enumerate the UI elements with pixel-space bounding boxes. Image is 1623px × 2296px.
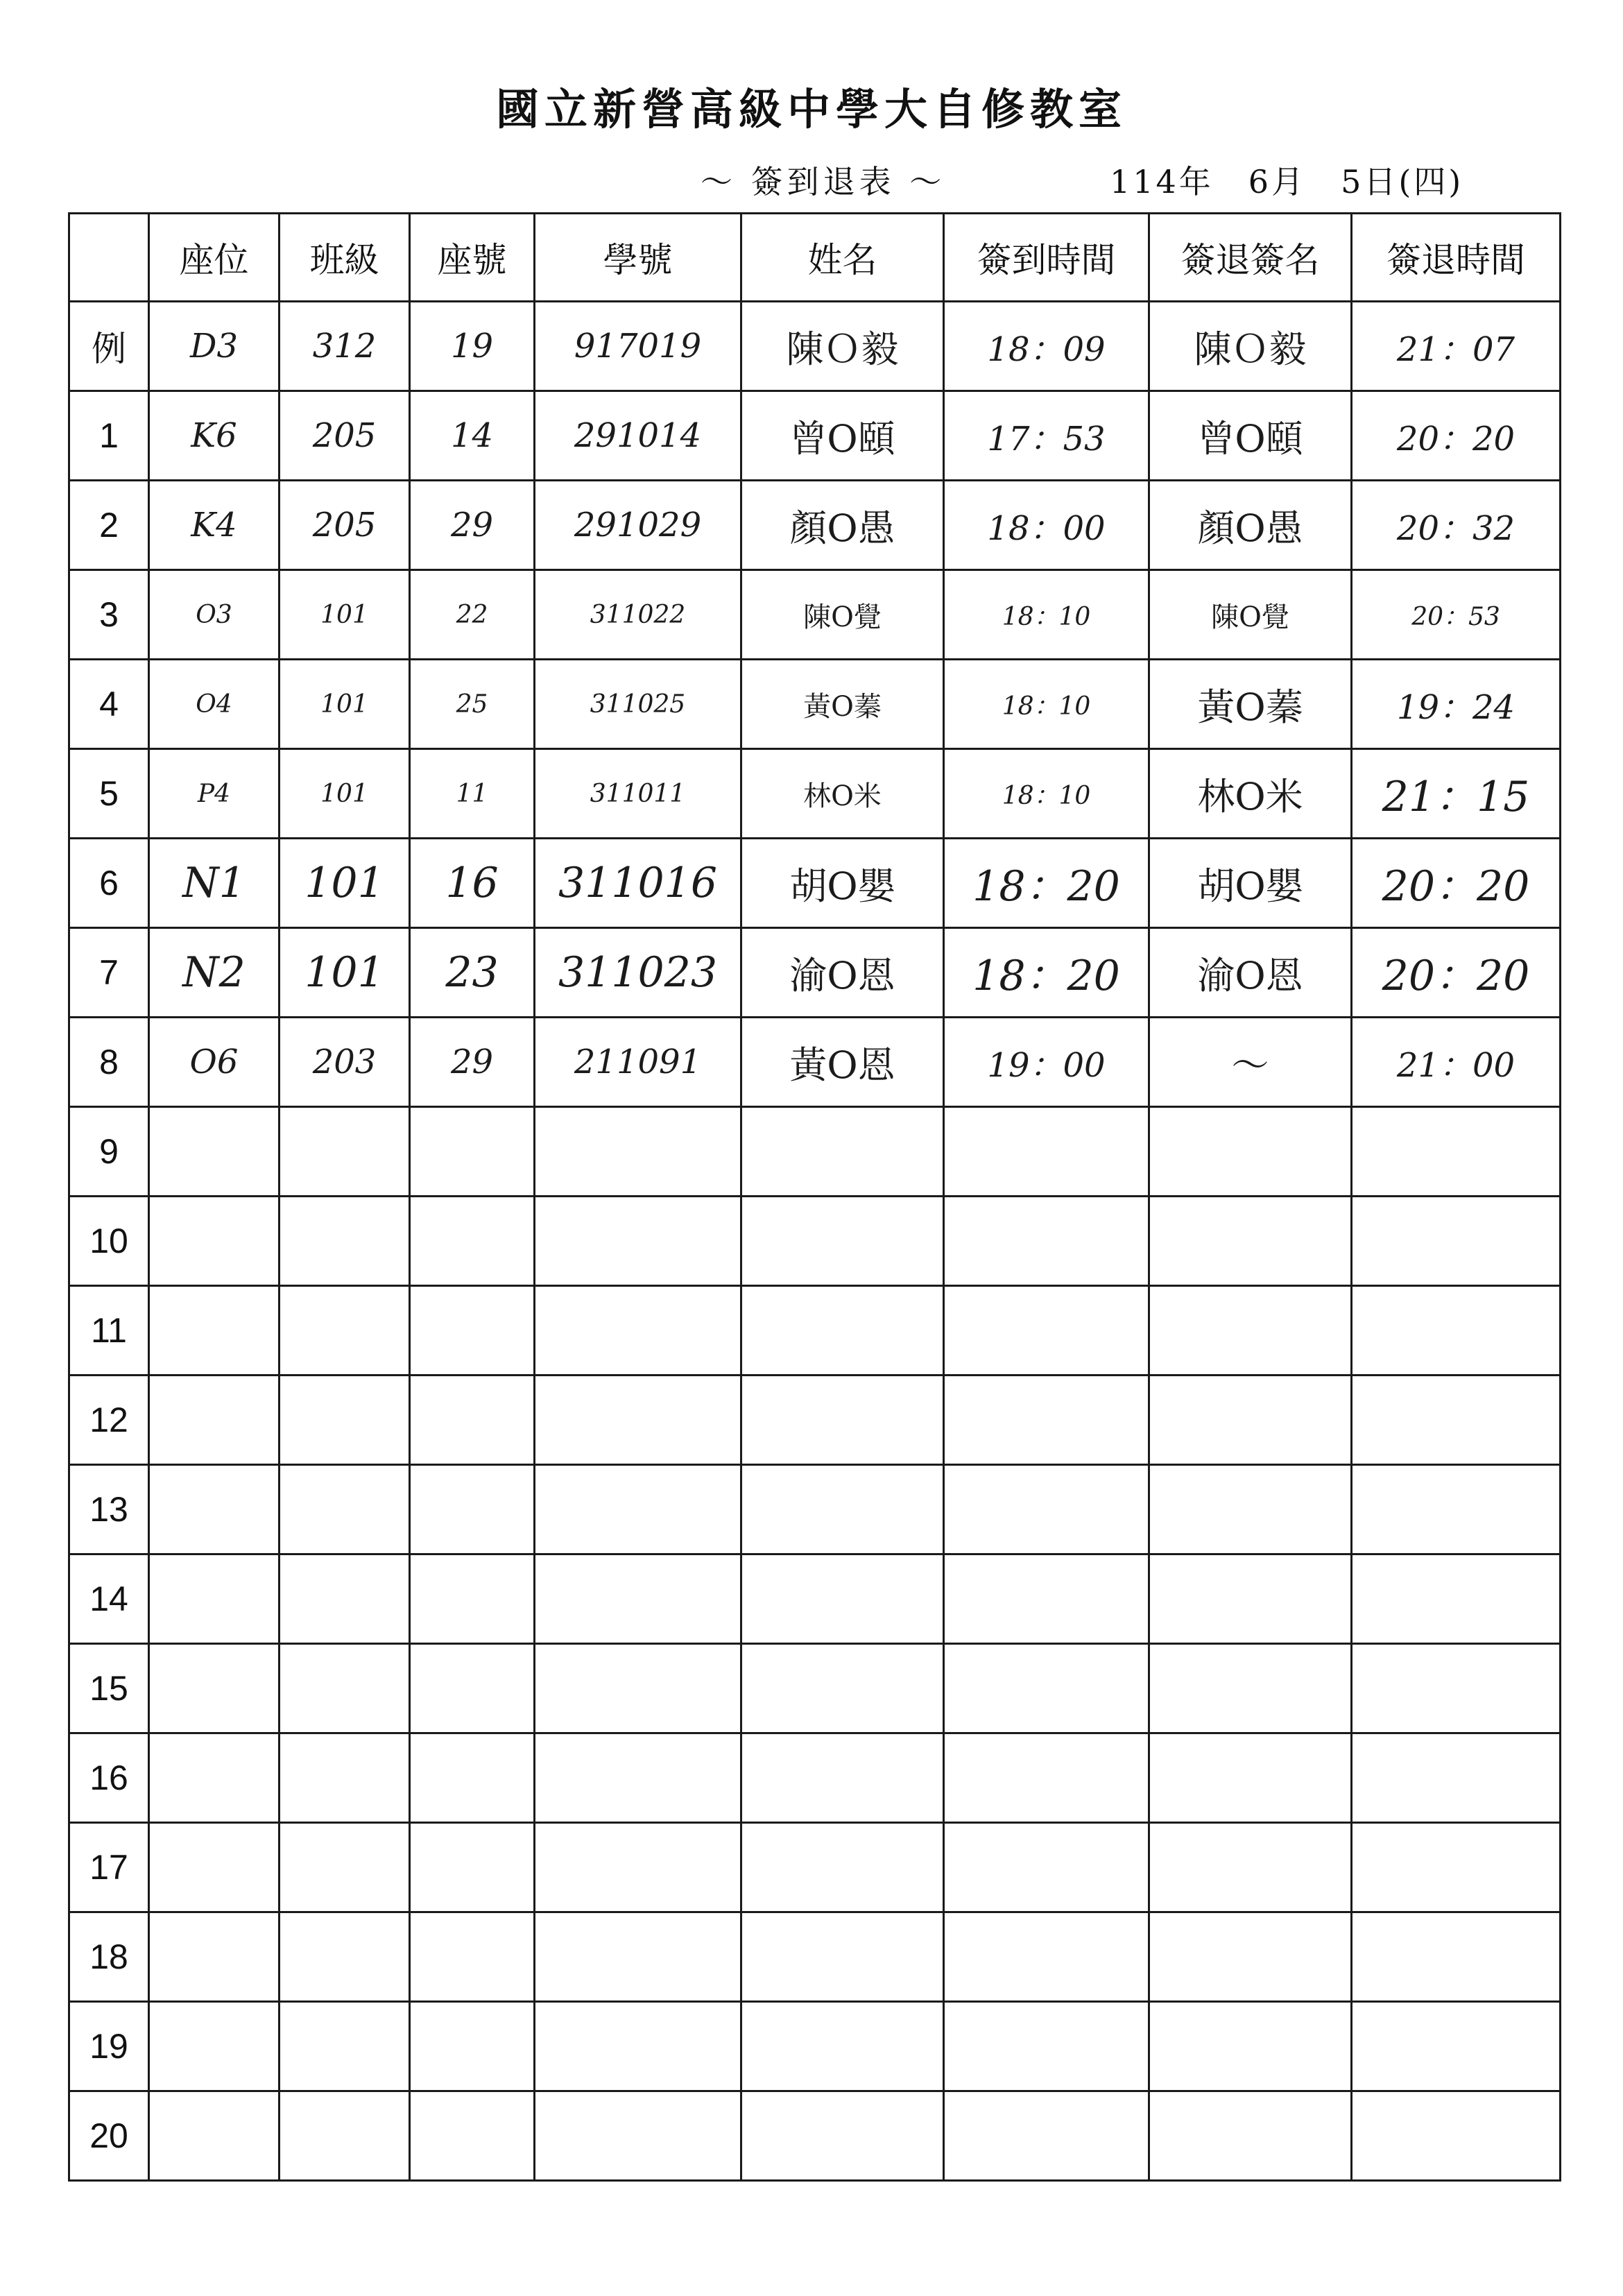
name-cell: 曾O頤 bbox=[741, 391, 944, 481]
class-cell bbox=[280, 1554, 410, 1644]
student-id-cell: 311022 bbox=[535, 570, 741, 660]
name-cell: 林O米 bbox=[741, 749, 944, 839]
header-seat-number: 座號 bbox=[410, 214, 535, 302]
seat-cell bbox=[149, 1107, 280, 1197]
name-cell bbox=[741, 1644, 944, 1733]
row-number: 4 bbox=[69, 660, 149, 749]
seat-cell: N2 bbox=[149, 928, 280, 1018]
student-id-cell: 311023 bbox=[535, 928, 741, 1018]
table-row bbox=[69, 1376, 1561, 1465]
table-row bbox=[69, 1644, 1561, 1733]
name-cell bbox=[741, 1912, 944, 2002]
row-number: 15 bbox=[69, 1644, 149, 1733]
checkout-signature-cell: 林O米 bbox=[1149, 749, 1352, 839]
name-cell bbox=[741, 1823, 944, 1912]
row-number: 18 bbox=[69, 1912, 149, 2002]
checkout-signature-cell bbox=[1149, 1733, 1352, 1823]
checkin-time-cell: 18：20 bbox=[944, 839, 1149, 928]
table-row bbox=[69, 1823, 1561, 1912]
seat-cell bbox=[149, 1912, 280, 2002]
student-id-cell: 311025 bbox=[535, 660, 741, 749]
checkout-time-cell bbox=[1352, 1912, 1561, 2002]
student-id-cell bbox=[535, 1733, 741, 1823]
seat-cell: P4 bbox=[149, 749, 280, 839]
class-cell bbox=[280, 1823, 410, 1912]
class-cell: 101 bbox=[280, 749, 410, 839]
checkin-time-cell bbox=[944, 1912, 1149, 2002]
checkout-time-cell bbox=[1352, 1286, 1561, 1376]
row-number: 5 bbox=[69, 749, 149, 839]
header-name: 姓名 bbox=[741, 214, 944, 302]
name-cell: 陳O覺 bbox=[741, 570, 944, 660]
name-cell: 陳Ｏ毅 bbox=[741, 302, 944, 391]
student-id-cell: 917019 bbox=[535, 302, 741, 391]
class-cell: 101 bbox=[280, 839, 410, 928]
example-row bbox=[69, 302, 1561, 391]
name-cell bbox=[741, 1286, 944, 1376]
sheet-date: 114年 6月 5日(四) bbox=[1110, 163, 1464, 200]
row-number: 10 bbox=[69, 1197, 149, 1286]
checkout-time-cell bbox=[1352, 2002, 1561, 2091]
student-id-cell bbox=[535, 1197, 741, 1286]
class-cell bbox=[280, 1733, 410, 1823]
seat-cell bbox=[149, 1286, 280, 1376]
checkout-signature-cell bbox=[1149, 1286, 1352, 1376]
table-row bbox=[69, 928, 1561, 1018]
checkout-signature-cell: 黃O蓁 bbox=[1149, 660, 1352, 749]
class-cell bbox=[280, 1912, 410, 2002]
seat-cell bbox=[149, 1823, 280, 1912]
checkin-time-cell: 18：10 bbox=[944, 749, 1149, 839]
checkout-time-cell: 20：20 bbox=[1352, 839, 1561, 928]
student-id-cell bbox=[535, 2091, 741, 2181]
checkout-time-cell bbox=[1352, 1107, 1561, 1197]
row-number: 3 bbox=[69, 570, 149, 660]
row-number: 13 bbox=[69, 1465, 149, 1554]
checkout-signature-cell bbox=[1149, 1376, 1352, 1465]
seat-number-cell: 22 bbox=[410, 570, 535, 660]
checkin-time-cell bbox=[944, 1465, 1149, 1554]
name-cell: 黃O蓁 bbox=[741, 660, 944, 749]
student-id-cell: 311016 bbox=[535, 839, 741, 928]
table-row bbox=[69, 391, 1561, 481]
class-cell: 101 bbox=[280, 570, 410, 660]
table-row bbox=[69, 1107, 1561, 1197]
seat-number-cell: 14 bbox=[410, 391, 535, 481]
checkout-time-cell bbox=[1352, 1644, 1561, 1733]
checkout-time-cell: 20：20 bbox=[1352, 391, 1561, 481]
seat-cell bbox=[149, 1197, 280, 1286]
checkout-signature-cell bbox=[1149, 1465, 1352, 1554]
checkout-signature-cell bbox=[1149, 1823, 1352, 1912]
class-cell: 203 bbox=[280, 1018, 410, 1107]
seat-number-cell bbox=[410, 1107, 535, 1197]
header-checkout-time: 簽退時間 bbox=[1352, 214, 1561, 302]
row-number: 19 bbox=[69, 2002, 149, 2091]
checkin-time-cell bbox=[944, 2002, 1149, 2091]
header-class: 班級 bbox=[280, 214, 410, 302]
checkout-time-cell bbox=[1352, 1197, 1561, 1286]
class-cell bbox=[280, 1376, 410, 1465]
name-cell: 胡O嬰 bbox=[741, 839, 944, 928]
table-row bbox=[69, 839, 1561, 928]
class-cell: 101 bbox=[280, 928, 410, 1018]
checkin-time-cell: 18：09 bbox=[944, 302, 1149, 391]
student-id-cell bbox=[535, 2002, 741, 2091]
row-number: 14 bbox=[69, 1554, 149, 1644]
checkout-time-cell: 21：07 bbox=[1352, 302, 1561, 391]
row-number: 8 bbox=[69, 1018, 149, 1107]
student-id-cell: 311011 bbox=[535, 749, 741, 839]
class-cell: 312 bbox=[280, 302, 410, 391]
seat-number-cell bbox=[410, 1733, 535, 1823]
name-cell: 黃O恩 bbox=[741, 1018, 944, 1107]
table-row bbox=[69, 2091, 1561, 2181]
table-row bbox=[69, 1912, 1561, 2002]
checkin-time-cell bbox=[944, 1733, 1149, 1823]
checkout-signature-cell: 顏O愚 bbox=[1149, 481, 1352, 570]
checkout-signature-cell: 渝O恩 bbox=[1149, 928, 1352, 1018]
seat-cell: O4 bbox=[149, 660, 280, 749]
class-cell bbox=[280, 1644, 410, 1733]
checkout-signature-cell: 曾O頤 bbox=[1149, 391, 1352, 481]
seat-cell: D3 bbox=[149, 302, 280, 391]
checkout-signature-cell bbox=[1149, 1197, 1352, 1286]
seat-cell: K6 bbox=[149, 391, 280, 481]
seat-number-cell: 29 bbox=[410, 1018, 535, 1107]
class-cell: 205 bbox=[280, 391, 410, 481]
class-cell: 205 bbox=[280, 481, 410, 570]
checkout-signature-cell: 陳O覺 bbox=[1149, 570, 1352, 660]
table-row bbox=[69, 570, 1561, 660]
checkout-signature-cell bbox=[1149, 2002, 1352, 2091]
checkout-time-cell bbox=[1352, 1554, 1561, 1644]
name-cell bbox=[741, 1733, 944, 1823]
header-row bbox=[69, 214, 1561, 302]
row-number: 11 bbox=[69, 1286, 149, 1376]
name-cell bbox=[741, 1376, 944, 1465]
table-row bbox=[69, 1554, 1561, 1644]
name-cell bbox=[741, 2002, 944, 2091]
table-row bbox=[69, 1018, 1561, 1107]
seat-cell bbox=[149, 1644, 280, 1733]
table-row bbox=[69, 1465, 1561, 1554]
checkout-signature-cell bbox=[1149, 1107, 1352, 1197]
seat-number-cell bbox=[410, 1644, 535, 1733]
row-number: 7 bbox=[69, 928, 149, 1018]
checkout-time-cell bbox=[1352, 2091, 1561, 2181]
checkout-signature-cell bbox=[1149, 2091, 1352, 2181]
row-number: 2 bbox=[69, 481, 149, 570]
seat-cell bbox=[149, 1465, 280, 1554]
row-number: 20 bbox=[69, 2091, 149, 2181]
checkin-time-cell: 18：10 bbox=[944, 660, 1149, 749]
header-checkin-time: 簽到時間 bbox=[944, 214, 1149, 302]
student-id-cell: 211091 bbox=[535, 1018, 741, 1107]
seat-number-cell: 19 bbox=[410, 302, 535, 391]
seat-cell bbox=[149, 2002, 280, 2091]
class-cell bbox=[280, 1465, 410, 1554]
checkin-time-cell bbox=[944, 1554, 1149, 1644]
seat-number-cell bbox=[410, 2002, 535, 2091]
header-checkout-signature: 簽退簽名 bbox=[1149, 214, 1352, 302]
checkout-signature-cell: 胡O嬰 bbox=[1149, 839, 1352, 928]
checkout-signature-cell bbox=[1149, 1644, 1352, 1733]
seat-cell: N1 bbox=[149, 839, 280, 928]
name-cell bbox=[741, 1554, 944, 1644]
checkin-time-cell: 18：20 bbox=[944, 928, 1149, 1018]
checkout-signature-cell bbox=[1149, 1554, 1352, 1644]
checkin-time-cell bbox=[944, 2091, 1149, 2181]
checkin-time-cell: 18：00 bbox=[944, 481, 1149, 570]
checkout-time-cell: 21：00 bbox=[1352, 1018, 1561, 1107]
student-id-cell: 291014 bbox=[535, 391, 741, 481]
class-cell bbox=[280, 2002, 410, 2091]
table-row bbox=[69, 660, 1561, 749]
checkin-time-cell bbox=[944, 1823, 1149, 1912]
table-row bbox=[69, 481, 1561, 570]
name-cell bbox=[741, 2091, 944, 2181]
table-row bbox=[69, 1733, 1561, 1823]
name-cell bbox=[741, 1197, 944, 1286]
student-id-cell bbox=[535, 1376, 741, 1465]
checkin-time-cell: 18：10 bbox=[944, 570, 1149, 660]
row-number: 12 bbox=[69, 1376, 149, 1465]
seat-cell bbox=[149, 1376, 280, 1465]
class-cell: 101 bbox=[280, 660, 410, 749]
class-cell bbox=[280, 1107, 410, 1197]
seat-number-cell bbox=[410, 1197, 535, 1286]
checkout-time-cell bbox=[1352, 1465, 1561, 1554]
header-seat: 座位 bbox=[149, 214, 280, 302]
sheet-subtitle-line bbox=[0, 157, 1623, 205]
table-row bbox=[69, 2002, 1561, 2091]
header-index bbox=[69, 214, 149, 302]
checkout-signature-cell: 陳Ｏ毅 bbox=[1149, 302, 1352, 391]
row-number: 9 bbox=[69, 1107, 149, 1197]
seat-cell bbox=[149, 1554, 280, 1644]
checkout-time-cell: 20：32 bbox=[1352, 481, 1561, 570]
student-id-cell: 291029 bbox=[535, 481, 741, 570]
sign-in-table bbox=[68, 212, 1561, 2182]
name-cell: 渝O恩 bbox=[741, 928, 944, 1018]
class-cell bbox=[280, 1197, 410, 1286]
class-cell bbox=[280, 2091, 410, 2181]
seat-number-cell bbox=[410, 1465, 535, 1554]
seat-number-cell: 11 bbox=[410, 749, 535, 839]
checkin-time-cell bbox=[944, 1286, 1149, 1376]
student-id-cell bbox=[535, 1823, 741, 1912]
seat-number-cell bbox=[410, 2091, 535, 2181]
row-number: 例 bbox=[69, 302, 149, 391]
seat-number-cell bbox=[410, 1286, 535, 1376]
row-number: 6 bbox=[69, 839, 149, 928]
checkout-time-cell: 21：15 bbox=[1352, 749, 1561, 839]
header-student-id: 學號 bbox=[535, 214, 741, 302]
student-id-cell bbox=[535, 1465, 741, 1554]
seat-number-cell: 29 bbox=[410, 481, 535, 570]
seat-cell: O3 bbox=[149, 570, 280, 660]
checkout-signature-cell: ～ bbox=[1149, 1018, 1352, 1107]
class-cell bbox=[280, 1286, 410, 1376]
seat-cell: O6 bbox=[149, 1018, 280, 1107]
student-id-cell bbox=[535, 1644, 741, 1733]
row-number: 16 bbox=[69, 1733, 149, 1823]
checkin-time-cell bbox=[944, 1644, 1149, 1733]
checkout-signature-cell bbox=[1149, 1912, 1352, 2002]
name-cell bbox=[741, 1107, 944, 1197]
row-number: 1 bbox=[69, 391, 149, 481]
table-row bbox=[69, 1286, 1561, 1376]
checkout-time-cell bbox=[1352, 1376, 1561, 1465]
seat-number-cell bbox=[410, 1912, 535, 2002]
table-row bbox=[69, 1197, 1561, 1286]
student-id-cell bbox=[535, 1286, 741, 1376]
checkout-time-cell bbox=[1352, 1733, 1561, 1823]
seat-cell bbox=[149, 2091, 280, 2181]
student-id-cell bbox=[535, 1554, 741, 1644]
checkout-time-cell: 20：53 bbox=[1352, 570, 1561, 660]
name-cell: 顏O愚 bbox=[741, 481, 944, 570]
student-id-cell bbox=[535, 1107, 741, 1197]
checkout-time-cell bbox=[1352, 1823, 1561, 1912]
checkin-time-cell: 17：53 bbox=[944, 391, 1149, 481]
seat-number-cell: 16 bbox=[410, 839, 535, 928]
row-number: 17 bbox=[69, 1823, 149, 1912]
sheet-title: 國立新營高級中學大自修教室 bbox=[495, 84, 1127, 135]
checkout-time-cell: 19：24 bbox=[1352, 660, 1561, 749]
seat-number-cell bbox=[410, 1554, 535, 1644]
seat-number-cell bbox=[410, 1376, 535, 1465]
checkout-time-cell: 20：20 bbox=[1352, 928, 1561, 1018]
checkin-time-cell bbox=[944, 1197, 1149, 1286]
student-id-cell bbox=[535, 1912, 741, 2002]
sheet-subtitle: ～ 簽到退表 ～ bbox=[701, 163, 946, 200]
name-cell bbox=[741, 1465, 944, 1554]
seat-number-cell: 25 bbox=[410, 660, 535, 749]
checkin-time-cell: 19：00 bbox=[944, 1018, 1149, 1107]
checkin-time-cell bbox=[944, 1376, 1149, 1465]
seat-number-cell bbox=[410, 1823, 535, 1912]
seat-number-cell: 23 bbox=[410, 928, 535, 1018]
checkin-time-cell bbox=[944, 1107, 1149, 1197]
table-row bbox=[69, 749, 1561, 839]
seat-cell: K4 bbox=[149, 481, 280, 570]
seat-cell bbox=[149, 1733, 280, 1823]
